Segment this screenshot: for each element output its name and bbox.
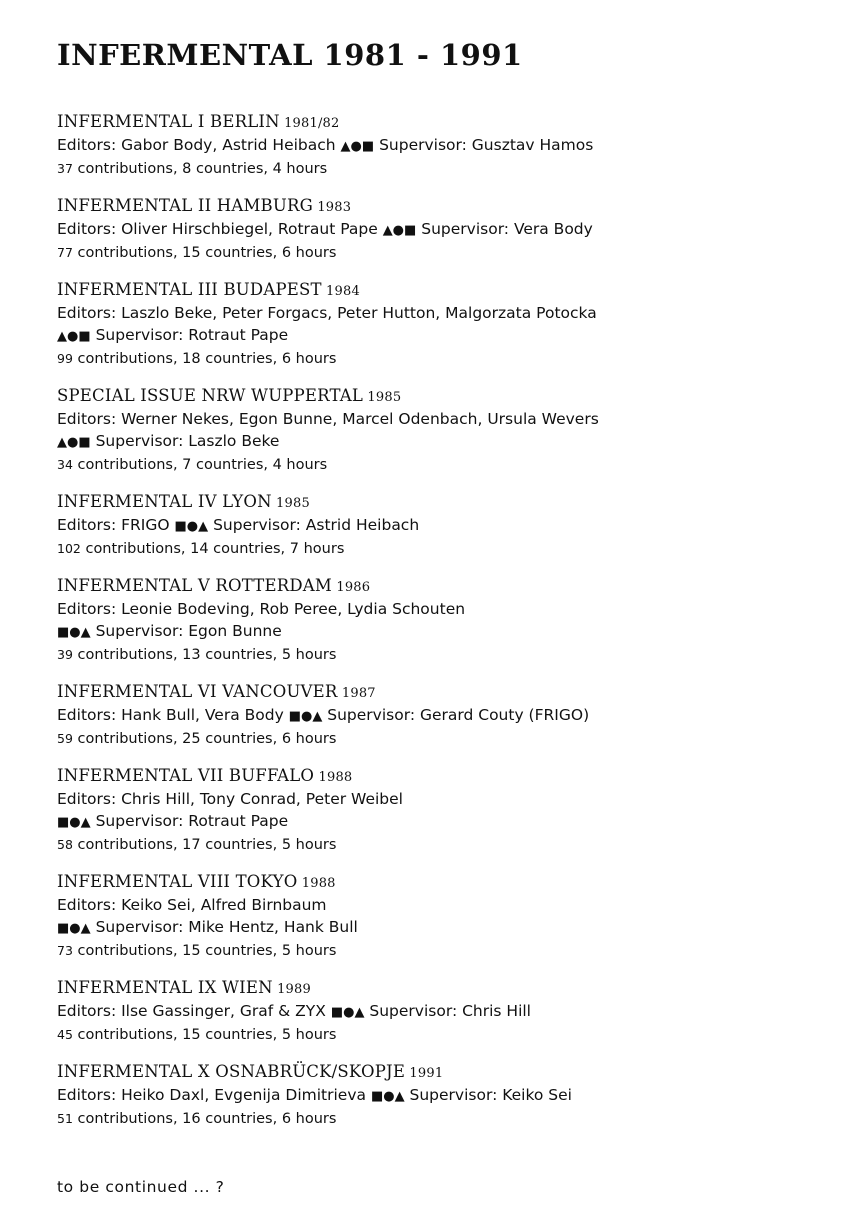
entry-stats — [57, 538, 817, 560]
entry-heading — [57, 492, 817, 514]
entry-title: INFERMENTAL I BERLIN — [57, 112, 280, 131]
entry-stats — [57, 454, 817, 476]
entry-title: INFERMENTAL X OSNABRÜCK/SKOPJE — [57, 1062, 406, 1081]
entry-editors: Editors: Laszlo Beke, Peter Forgacs, Peter Hutton, Malgorzata Potocka — [57, 304, 597, 322]
entry-stats — [57, 158, 817, 180]
entry-heading — [57, 682, 817, 704]
entry-contribution-count: 51 — [57, 1111, 73, 1126]
entry-title: INFERMENTAL V ROTTERDAM — [57, 576, 333, 595]
entry-stats — [57, 348, 817, 370]
entry-heading — [57, 386, 817, 408]
format-marks-icon: ■●▲ — [57, 921, 91, 936]
entry-editors: Editors: FRIGO — [57, 516, 170, 534]
entry-title: INFERMENTAL III BUDAPEST — [57, 280, 322, 299]
entry-credits — [57, 1084, 817, 1108]
entry-stats-text: contributions, 7 countries, 4 hours — [72, 457, 328, 473]
catalogue-entry — [57, 682, 817, 750]
entry-contribution-count: 39 — [57, 647, 73, 662]
footer-note: to be continued ... ? — [57, 1178, 225, 1196]
entry-editors: Editors: Keiko Sei, Alfred Birnbaum — [57, 896, 327, 914]
entry-year: 1985 — [271, 496, 310, 511]
entry-year: 1988 — [297, 876, 336, 891]
page-title: INFERMENTAL 1981 - 1991 — [57, 38, 523, 72]
entry-contribution-count: 102 — [57, 541, 81, 556]
format-marks-icon: ■●▲ — [288, 709, 323, 724]
catalogue-entry — [57, 386, 817, 476]
format-marks-icon: ■●▲ — [330, 1005, 365, 1020]
entry-supervisor: Supervisor: Laszlo Beke — [95, 432, 280, 450]
entry-contribution-count: 77 — [57, 245, 73, 260]
entry-supervisor: Supervisor: Keiko Sei — [409, 1086, 572, 1104]
entry-year: 1985 — [363, 390, 402, 405]
entry-credits — [57, 788, 817, 834]
entry-stats-text: contributions, 8 countries, 4 hours — [72, 161, 328, 177]
entry-stats — [57, 1024, 817, 1046]
catalogue-entry — [57, 766, 817, 856]
entry-credits — [57, 218, 817, 242]
catalogue-entry — [57, 1062, 817, 1130]
entry-contribution-count: 58 — [57, 837, 73, 852]
entry-stats-text: contributions, 14 countries, 7 hours — [80, 541, 345, 557]
entry-credits — [57, 1000, 817, 1024]
entry-supervisor: Supervisor: Vera Body — [421, 220, 593, 238]
entry-title: INFERMENTAL VI VANCOUVER — [57, 682, 338, 701]
entry-title: SPECIAL ISSUE NRW WUPPERTAL — [57, 386, 364, 405]
entry-heading — [57, 978, 817, 1000]
entry-supervisor: Supervisor: Chris Hill — [369, 1002, 531, 1020]
entry-editors: Editors: Leonie Bodeving, Rob Peree, Lydia Schouten — [57, 600, 466, 618]
entry-stats — [57, 242, 817, 264]
entry-editors: Editors: Gabor Body, Astrid Heibach — [57, 136, 336, 154]
entry-credits — [57, 514, 817, 538]
entry-title: INFERMENTAL IX WIEN — [57, 978, 273, 997]
entry-stats — [57, 728, 817, 750]
entry-supervisor: Supervisor: Gerard Couty (FRIGO) — [327, 706, 590, 724]
entry-credits — [57, 598, 817, 644]
format-marks-icon: ■●▲ — [174, 519, 209, 534]
entry-contribution-count: 99 — [57, 351, 73, 366]
entry-contribution-count: 34 — [57, 457, 73, 472]
entry-year: 1988 — [314, 770, 353, 785]
entry-supervisor: Supervisor: Rotraut Pape — [95, 812, 289, 830]
entry-stats — [57, 834, 817, 856]
entry-year: 1991 — [405, 1066, 444, 1081]
catalogue-entry — [57, 576, 817, 666]
entry-heading — [57, 576, 817, 598]
entry-title: INFERMENTAL VIII TOKYO — [57, 872, 298, 891]
entry-contribution-count: 73 — [57, 943, 73, 958]
entry-editors: Editors: Hank Bull, Vera Body — [57, 706, 284, 724]
catalogue-entry — [57, 196, 817, 264]
entry-year: 1987 — [337, 686, 376, 701]
entry-contribution-count: 59 — [57, 731, 73, 746]
entry-year: 1983 — [313, 200, 352, 215]
entry-editors: Editors: Werner Nekes, Egon Bunne, Marcel Odenbach, Ursula Wevers — [57, 410, 599, 428]
format-marks-icon: ▲●■ — [57, 435, 91, 450]
format-marks-icon: ▲●■ — [57, 329, 91, 344]
entry-credits — [57, 704, 817, 728]
entry-year: 1989 — [272, 982, 311, 997]
entry-supervisor: Supervisor: Astrid Heibach — [213, 516, 420, 534]
entry-stats-text: contributions, 17 countries, 5 hours — [72, 837, 337, 853]
entry-supervisor: Supervisor: Mike Hentz, Hank Bull — [95, 918, 358, 936]
catalogue-entry — [57, 280, 817, 370]
entry-supervisor: Supervisor: Gusztav Hamos — [379, 136, 594, 154]
entry-credits — [57, 134, 817, 158]
entry-contribution-count: 45 — [57, 1027, 73, 1042]
entry-stats-text: contributions, 15 countries, 5 hours — [72, 943, 337, 959]
catalogue-entry — [57, 872, 817, 962]
catalogue-entry-list — [57, 112, 817, 1146]
entry-stats — [57, 644, 817, 666]
entry-heading — [57, 1062, 817, 1084]
entry-heading — [57, 112, 817, 134]
entry-stats — [57, 940, 817, 962]
entry-heading — [57, 766, 817, 788]
entry-editors: Editors: Heiko Daxl, Evgenija Dimitrieva — [57, 1086, 367, 1104]
entry-supervisor: Supervisor: Rotraut Pape — [95, 326, 289, 344]
entry-stats-text: contributions, 13 countries, 5 hours — [72, 647, 337, 663]
catalogue-entry — [57, 112, 817, 180]
entry-stats-text: contributions, 15 countries, 5 hours — [72, 1027, 337, 1043]
entry-heading — [57, 872, 817, 894]
format-marks-icon: ■●▲ — [57, 625, 91, 640]
entry-year: 1986 — [332, 580, 371, 595]
entry-editors: Editors: Ilse Gassinger, Graf & ZYX — [57, 1002, 326, 1020]
entry-credits — [57, 302, 817, 348]
entry-title: INFERMENTAL II HAMBURG — [57, 196, 313, 215]
catalogue-entry — [57, 978, 817, 1046]
entry-year: 1984 — [321, 284, 360, 299]
entry-editors: Editors: Oliver Hirschbiegel, Rotraut Pape — [57, 220, 378, 238]
entry-title: INFERMENTAL IV LYON — [57, 492, 272, 511]
format-marks-icon: ■●▲ — [57, 815, 91, 830]
entry-supervisor: Supervisor: Egon Bunne — [95, 622, 282, 640]
entry-title: INFERMENTAL VII BUFFALO — [57, 766, 315, 785]
format-marks-icon: ▲●■ — [340, 139, 375, 154]
entry-stats-text: contributions, 16 countries, 6 hours — [72, 1111, 337, 1127]
entry-stats-text: contributions, 25 countries, 6 hours — [72, 731, 337, 747]
entry-stats-text: contributions, 18 countries, 6 hours — [72, 351, 337, 367]
entry-credits — [57, 408, 817, 454]
entry-heading — [57, 280, 817, 302]
entry-year: 1981/82 — [279, 116, 340, 131]
entry-heading — [57, 196, 817, 218]
format-marks-icon: ▲●■ — [382, 223, 417, 238]
format-marks-icon: ■●▲ — [370, 1089, 405, 1104]
entry-credits — [57, 894, 817, 940]
entry-contribution-count: 37 — [57, 161, 73, 176]
entry-stats-text: contributions, 15 countries, 6 hours — [72, 245, 337, 261]
entry-stats — [57, 1108, 817, 1130]
catalogue-entry — [57, 492, 817, 560]
entry-editors: Editors: Chris Hill, Tony Conrad, Peter Weibel — [57, 790, 403, 808]
